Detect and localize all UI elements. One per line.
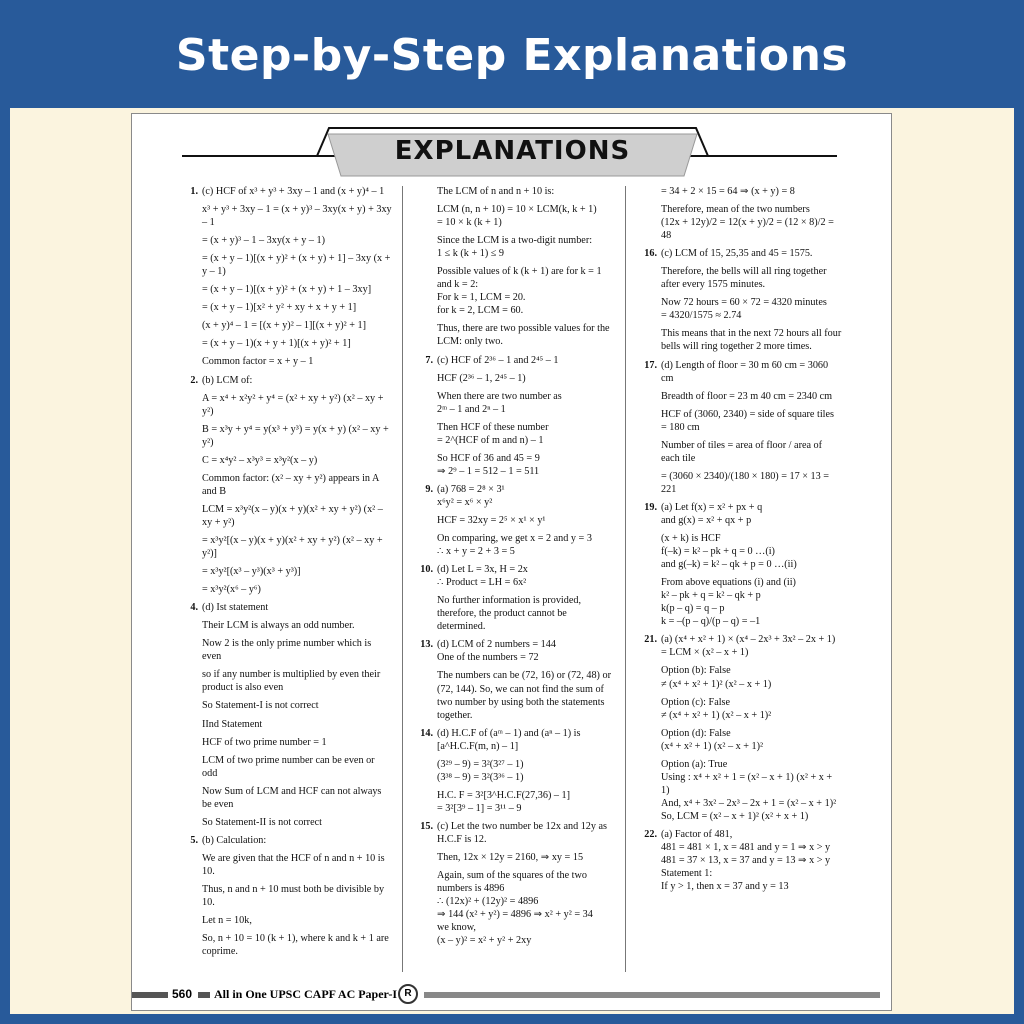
column-2 (412, 185, 615, 952)
footer-bar-left (132, 992, 168, 998)
answer-text: (a) Let f(x) = x² + px + q and g(x) = x² + qx + p (661, 501, 763, 526)
answer-item (636, 501, 842, 527)
page-number: 560 (172, 987, 193, 1001)
answer-text: (c) HCF of x³ + y³ + 3xy – 1 and (x + y)⁴ – 1 (202, 186, 385, 197)
explanation-line: HCF = 32xy = 2⁵ × x¹ × y¹ (437, 514, 546, 526)
explanation-line: Option (c): False ≠ (x⁴ + x² + 1) (x² – x + 1)² (661, 696, 772, 721)
explanation-line: LCM (n, n + 10) = 10 × LCM(k, k + 1) = 10 × k (k + 1) (437, 204, 597, 229)
answer-item (412, 483, 615, 509)
explanation-line: (x + y)⁴ – 1 = [(x + y)² – 1][(x + y)² + 1] (202, 320, 366, 332)
explanation-line: = (x + y – 1)[(x + y)² + (x + y) + 1] – 3xy (x + y – 1) (202, 253, 391, 278)
explanation-line: (x + k) is HCF f(–k) = k² – pk + q = 0 …(i) and g(–k) = k² – qk + p = 0 …(ii) (661, 533, 797, 571)
explanation-line: Common factor = x + y – 1 (202, 356, 314, 368)
explanation-line: Their LCM is always an odd number. (202, 620, 355, 632)
answer-item (177, 601, 392, 614)
explanation-line: Thus, there are two possible values for the LCM: only two. (437, 323, 610, 348)
answer-item (636, 359, 842, 385)
answer-text: (a) (x⁴ + x² + 1) × (x⁴ – 2x³ + 3x² – 2x + 1) = LCM × (x² – x + 1) (661, 634, 836, 659)
answer-text: (a) Factor of 481, 481 = 481 × 1, x = 481 and y = 1 ⇒ x > y 481 = 37 × 13, x = 37 and y = 13 ⇒ x > y Statement 1: If y > 1, then x = 37 and y = 13 (661, 828, 831, 893)
explanation-line: HCF (2³⁶ – 1, 2⁴⁵ – 1) (437, 372, 526, 384)
explanation-line: Option (b): False ≠ (x⁴ + x² + 1)² (x² – x + 1) (661, 665, 772, 690)
question-number: 17. (644, 359, 657, 371)
question-number: 19. (644, 501, 657, 513)
answer-text: (d) Let L = 3x, H = 2x ∴ Product = LH = 6x² (437, 564, 528, 589)
question-number: 4. (190, 602, 198, 614)
question-number: 22. (644, 828, 657, 840)
explanation-line: So, n + 10 = 10 (k + 1), where k and k + 1 are coprime. (202, 933, 389, 958)
explanation-line: So HCF of 36 and 45 = 9 ⇒ 2⁹ – 1 = 512 – 1 = 511 (437, 452, 540, 477)
explanation-line: Breadth of floor = 23 m 40 cm = 2340 cm (661, 390, 833, 402)
question-number: 1. (190, 186, 198, 197)
explanation-line: We are given that the HCF of n and n + 10 is 10. (202, 852, 385, 877)
explanation-line: So Statement-II is not correct (202, 816, 322, 828)
answer-text: (a) 768 = 2⁸ × 3¹ x⁶y² = x⁶ × y² (437, 483, 505, 508)
column-divider (625, 186, 626, 972)
explanation-line: Now 2 is the only prime number which is even (202, 638, 372, 663)
explanation-line: Thus, n and n + 10 must both be divisible by 10. (202, 883, 385, 909)
explanation-line: Therefore, the bells will all ring together after every 1575 minutes. (661, 266, 827, 291)
explanation-line: H.C. F = 3²[3^H.C.F(27,36) – 1] = 3²[3⁹ – 1] = 3¹¹ – 9 (437, 789, 571, 814)
explanation-line: Since the LCM is a two-digit number: 1 ≤ k (k + 1) ≤ 9 (437, 235, 593, 260)
explanation-line: (3²⁹ – 9) = 3²(3²⁷ – 1) (3³⁸ – 9) = 3²(3³⁶ – 1) (437, 758, 524, 783)
explanation-line: = x³y²(x⁶ – y⁶) (202, 584, 261, 596)
explanation-line: A = x⁴ + x²y² + y⁴ = (x² + xy + y²) (x² – xy + y²) (202, 392, 384, 417)
answer-item (636, 633, 842, 659)
column-1 (177, 185, 392, 963)
explanation-line: = (x + y – 1)[(x + y)² + (x + y) + 1 – 3xy] (202, 284, 372, 296)
explanation-line: = (x + y – 1)[x² + y² + xy + x + y + 1] (202, 302, 357, 314)
explanation-line: = x³y²[(x – y)(x + y)(x² + xy + y²) (x² – xy + y²)] (202, 534, 383, 560)
explanation-line: The LCM of n and n + 10 is: (437, 186, 555, 197)
answer-text: (d) H.C.F of (aᵐ – 1) and (aⁿ – 1) is [a^H.C.F(m, n) – 1] (437, 727, 581, 752)
column-divider (402, 186, 403, 972)
answer-item (177, 185, 392, 198)
answer-item (412, 638, 615, 664)
explanation-line: From above equations (i) and (ii) k² – pk + q = k² – qk + p k(p – q) = q – p k = –(p – q)/(p – q) = –1 (661, 577, 796, 628)
explanation-line: C = x⁴y² – x³y³ = x³y²(x – y) (202, 454, 318, 466)
answer-item (412, 354, 615, 367)
explanation-line: Therefore, mean of the two numbers (12x + 12y)/2 = 12(x + y)/2 = (12 × 8)/2 = 48 (661, 204, 834, 242)
answer-item (412, 563, 615, 589)
explanation-line: Let n = 10k, (202, 915, 252, 927)
page-header (132, 122, 892, 184)
explanation-line: Option (a): True Using : x⁴ + x² + 1 = (x² – x + 1) (x² + x + 1) And, x⁴ + 3x² – 2x³ – 2x + 1 = (x² – x + 1)² So, LCM = (x² – x + 1)² (x² + x + 1) (661, 758, 837, 822)
explanation-line: On comparing, we get x = 2 and y = 3 ∴ x + y = 2 + 3 = 5 (437, 533, 592, 558)
explanation-line: HCF of (3060, 2340) = side of square tiles = 180 cm (661, 408, 834, 433)
explanation-line: B = x³y + y⁴ = y(x³ + y³) = y(x + y) (x² – xy + y²) (202, 423, 389, 448)
explanation-line: Now Sum of LCM and HCF can not always be even (202, 785, 382, 810)
book-page (131, 113, 892, 1011)
footer-bar-short (198, 992, 210, 998)
answer-text: (d) Length of floor = 30 m 60 cm = 3060 cm (661, 359, 829, 384)
explanation-line: = x³y²[(x³ – y³)(x³ + y³)] (202, 566, 301, 578)
question-number: 9. (425, 483, 433, 495)
answer-text: (b) Calculation: (202, 834, 267, 846)
publication-title: All in One UPSC CAPF AC Paper-I (214, 987, 398, 1001)
answer-text: (c) LCM of 15, 25,35 and 45 = 1575. (661, 248, 813, 260)
explanation-line: So Statement-I is not correct (202, 700, 319, 712)
question-number: 2. (190, 374, 198, 386)
explanation-line: Number of tiles = area of floor / area of each tile (661, 439, 823, 464)
banner-title: Step-by-Step Explanations (175, 30, 849, 81)
question-number: 14. (420, 727, 433, 739)
answer-item (412, 820, 615, 846)
explanation-line: LCM = x³y²(x – y)(x + y)(x² + xy + y²) (x² – xy + y²) (202, 503, 383, 528)
explanation-line: so if any number is multiplied by even their product is also even (202, 669, 381, 694)
question-number: 15. (420, 820, 433, 832)
column-3 (636, 185, 842, 898)
banner (0, 0, 1024, 110)
answer-item (412, 727, 615, 753)
explanation-line: x³ + y³ + 3xy – 1 = (x + y)³ – 3xy(x + y) + 3xy – 1 (202, 204, 392, 229)
explanation-line: = (3060 × 2340)/(180 × 180) = 17 × 13 = 221 (661, 470, 830, 495)
explanation-line: = (x + y)³ – 1 – 3xy(x + y – 1) (202, 235, 326, 247)
answer-item (636, 247, 842, 260)
explanation-line: When there are two number as 2ᵐ – 1 and 2ⁿ – 1 (437, 390, 562, 415)
explanation-line: HCF of two prime number = 1 (202, 736, 327, 748)
footer-bar-right (424, 992, 880, 998)
explanation-line: LCM of two prime number can be even or odd (202, 754, 375, 779)
page-footer (132, 985, 892, 1005)
explanation-line: This means that in the next 72 hours all four bells will ring together 2 more times. (661, 328, 842, 353)
question-number: 16. (644, 248, 657, 260)
page-heading: EXPLANATIONS (394, 136, 631, 166)
publisher-logo-icon: R (398, 984, 418, 1004)
question-number: 5. (190, 834, 198, 846)
explanation-line: The numbers can be (72, 16) or (72, 48) or (72, 144). So, we can not find the sum of two number by using both the statements together. (437, 670, 611, 721)
explanation-line: = 34 + 2 × 15 = 64 ⇒ (x + y) = 8 (661, 186, 795, 197)
explanation-line: Then, 12x × 12y = 2160, ⇒ xy = 15 (437, 852, 584, 864)
explanation-line: Now 72 hours = 60 × 72 = 4320 minutes = 4320/1575 ≈ 2.74 (661, 297, 827, 322)
explanation-line: Common factor: (x² – xy + y²) appears in A and B (202, 472, 379, 497)
explanation-line: Possible values of k (k + 1) are for k = 1 and k = 2: For k = 1, LCM = 20. for k = 2, LCM = 60. (437, 266, 602, 317)
explanation-line: Then HCF of these number = 2^(HCF of m and n) – 1 (437, 421, 549, 446)
explanation-line: IInd Statement (202, 718, 263, 730)
question-number: 21. (644, 634, 657, 646)
question-number: 13. (420, 639, 433, 651)
question-number: 7. (425, 354, 433, 366)
answer-item (636, 828, 842, 893)
answer-text: (d) Ist statement (202, 602, 269, 614)
answer-item (177, 834, 392, 847)
explanation-line: Option (d): False (x⁴ + x² + 1) (x² – x + 1)² (661, 727, 764, 752)
explanation-line: = (x + y – 1)(x + y + 1)[(x + y)² + 1] (202, 338, 351, 350)
question-number: 10. (420, 564, 433, 576)
answer-item (177, 374, 392, 387)
answer-text: (c) HCF of 2³⁶ – 1 and 2⁴⁵ – 1 (437, 354, 559, 366)
answer-text: (b) LCM of: (202, 374, 253, 386)
explanation-line: No further information is provided, therefore, the product cannot be determined. (437, 595, 582, 633)
explanation-line: Again, sum of the squares of the two numbers is 4896 ∴ (12x)² + (12y)² = 4896 ⇒ 144 (x² + y²) = 4896 ⇒ x² + y² = 34 we know, (x – y)² = x² + y² + 2xy (437, 870, 593, 947)
answer-text: (c) Let the two number be 12x and 12y as H.C.F is 12. (437, 820, 608, 845)
answer-text: (d) LCM of 2 numbers = 144 One of the numbers = 72 (437, 639, 556, 664)
